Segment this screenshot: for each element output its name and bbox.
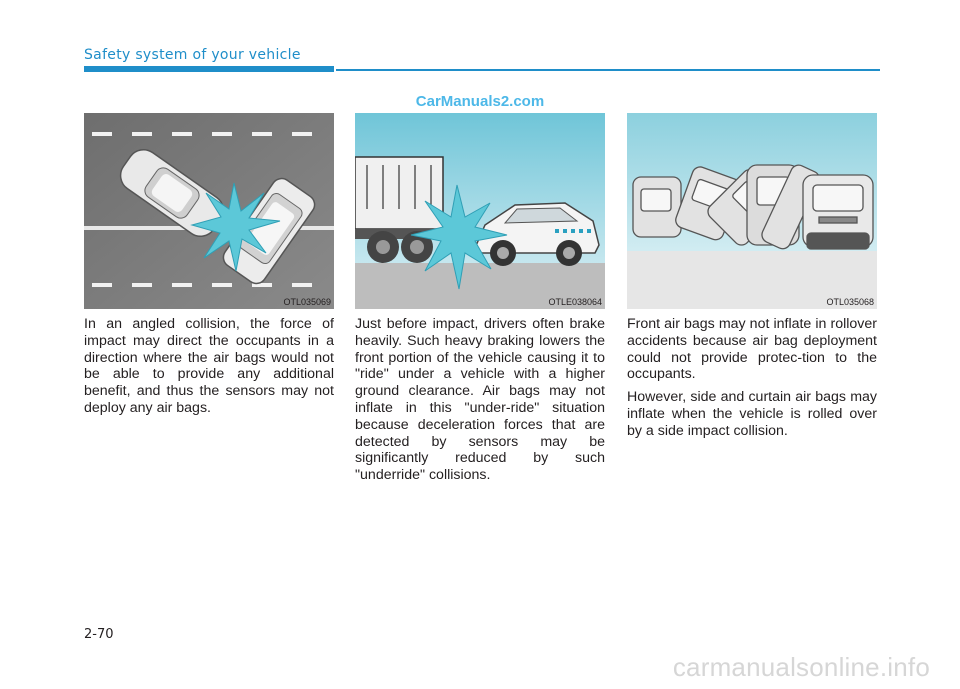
paragraph: In an angled collision, the force of impact may direct the occupants in a direction where the air bags would not be able to provide any additional benefit, and thus the sensors may not deploy any air bags. <box>84 316 334 416</box>
figure-code: OTL035068 <box>826 297 874 307</box>
text-column-3 <box>627 316 877 440</box>
figure-underride <box>355 113 605 309</box>
rollover-illustration <box>627 113 877 309</box>
underride-illustration <box>355 113 605 309</box>
figure-code: OTLE038064 <box>548 297 602 307</box>
text-column-2 <box>355 316 605 484</box>
page-number: 2-70 <box>84 627 114 642</box>
header-bar-accent <box>84 66 334 72</box>
figure-rollover <box>627 113 877 309</box>
figure-angled-collision <box>84 113 334 309</box>
watermark-bottom[interactable]: carmanualsonline.info <box>672 652 930 682</box>
section-title: Safety system of your vehicle <box>84 47 301 63</box>
paragraph: However, side and curtain air bags may inflate when the vehicle is rolled over by a side impact collision. <box>627 389 877 439</box>
angled-collision-illustration <box>84 113 334 309</box>
watermark-top[interactable]: CarManuals2.com <box>415 93 545 110</box>
figure-code: OTL035069 <box>283 297 331 307</box>
paragraph: Front air bags may not inflate in rollover accidents because air bag deployment could not provide protec-tion to the occupants. <box>627 316 877 383</box>
header-rule <box>336 69 880 71</box>
paragraph: Just before impact, drivers often brake heavily. Such heavy braking lowers the front portion of the vehicle causing it to "ride" under a vehicle with a higher ground clearance. Air bags may not inflate in this "under-ride" situation because deceleration forces that are detected by sensors may be significantly reduced by such "underride" collisions. <box>355 316 605 484</box>
text-column-1 <box>84 316 334 417</box>
